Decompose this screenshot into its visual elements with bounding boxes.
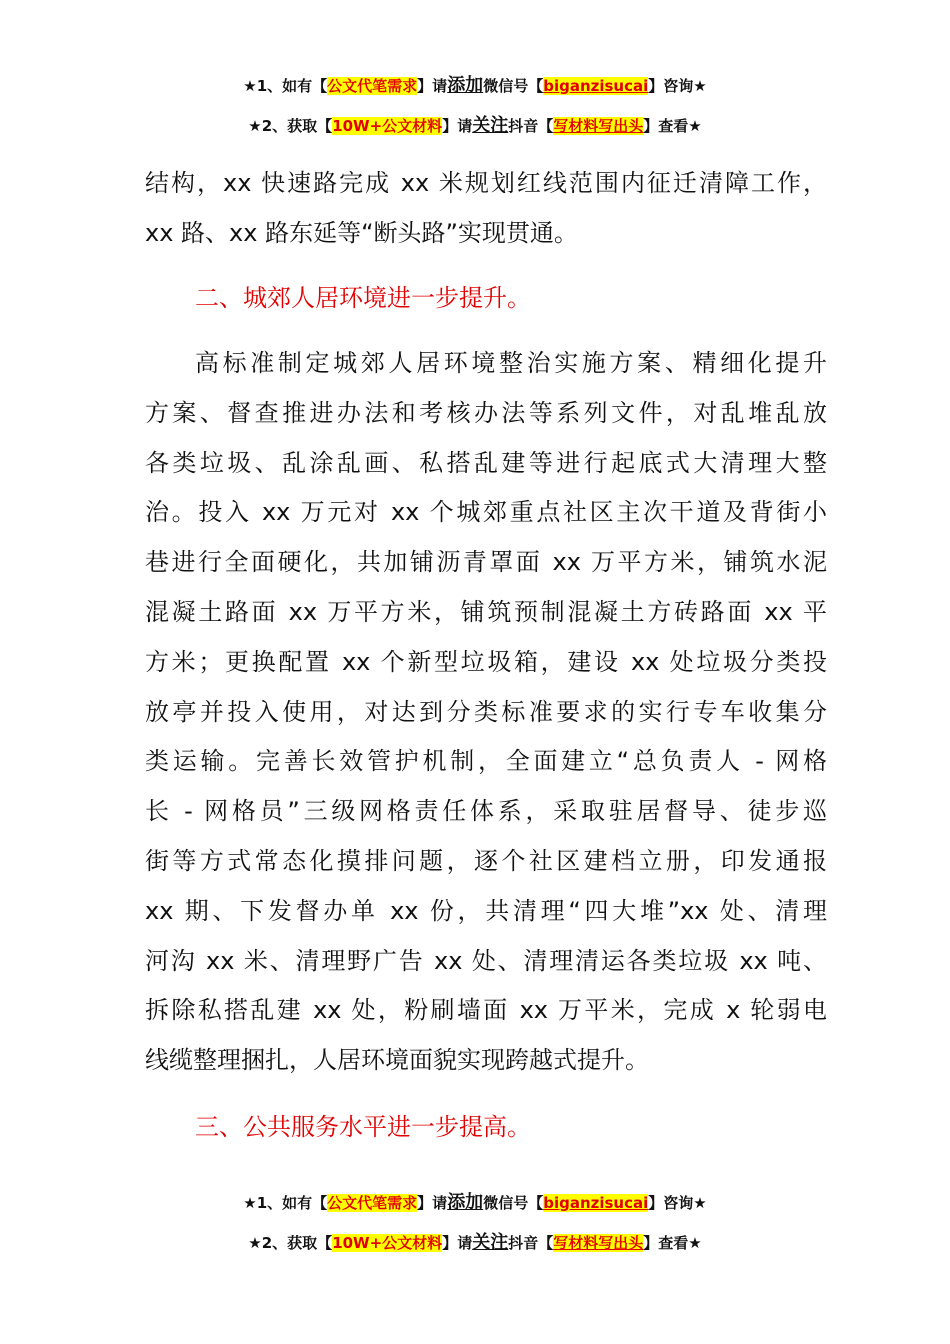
promo-segment: 微信号【 [483, 77, 544, 95]
body-text-line: 方案、督查推进办法和考核办法等系列文件，对乱堆乱放 [145, 398, 827, 427]
body-text-line: 治。投入 xx 万元对 xx 个城郊重点社区主次干道及背街小 [145, 498, 827, 527]
promo-segment: 抖音【 [508, 117, 554, 135]
promo-segment: 】查看★ [643, 117, 702, 135]
promo-segment: 10W+公文材料 [332, 117, 443, 135]
promo-segment: ★2、获取【 [248, 117, 333, 135]
header-promo-line-l1 [0, 71, 950, 97]
promo-segment: 关注 [472, 115, 509, 136]
promo-segment: 】咨询★ [648, 77, 707, 95]
promo-segment: 】查看★ [643, 1234, 702, 1252]
promo-segment: 10W+公文材料 [332, 1234, 443, 1252]
body-text-line: 高标准制定城郊人居环境整治实施方案、精细化提升 [195, 349, 827, 377]
body-text-line: 混凝土路面 xx 万平方米，铺筑预制混凝土方砖路面 xx 平 [145, 598, 827, 626]
footer-promo-line-l2 [0, 1228, 950, 1254]
promo-segment: 】请 [417, 1194, 448, 1212]
promo-segment: 写材料写出头 [553, 1234, 644, 1252]
body-text-line: 河沟 xx 米、清理野广告 xx 处、清理清运各类垃圾 xx 吨、 [145, 946, 827, 975]
promo-segment: 】请 [442, 1234, 473, 1252]
promo-segment: ★1、如有【 [243, 77, 328, 95]
promo-segment: biganzisucai [543, 1194, 649, 1212]
header-promo-line-l2 [0, 111, 950, 137]
body-text-line: xx 期、下发督办单 xx 份，共清理“四大堆”xx 处、清理 [145, 896, 827, 925]
section-heading: 二、城郊人居环境进一步提升。 [195, 284, 531, 312]
promo-segment: 公文代笔需求 [327, 1194, 418, 1212]
body-text-line: 结构，xx 快速路完成 xx 米规划红线范围内征迁清障工作， [145, 169, 827, 197]
promo-segment: 】请 [417, 77, 448, 95]
body-text-line: 各类垃圾、乱涂乱画、私搭乱建等进行起底式大清理大整 [145, 448, 827, 477]
body-text-line: 方米；更换配置 xx 个新型垃圾箱，建设 xx 处垃圾分类投 [145, 647, 827, 676]
body-text-line: 巷进行全面硬化，共加铺沥青罩面 xx 万平方米，铺筑水泥 [145, 548, 827, 577]
promo-segment: 微信号【 [483, 1194, 544, 1212]
promo-segment: ★2、获取【 [248, 1234, 333, 1252]
promo-segment: 抖音【 [508, 1234, 554, 1252]
promo-segment: 关注 [472, 1232, 509, 1253]
promo-segment: ★1、如有【 [243, 1194, 328, 1212]
promo-segment: 】咨询★ [648, 1194, 707, 1212]
promo-segment: biganzisucai [543, 77, 649, 95]
body-text-line: 拆除私搭乱建 xx 处，粉刷墙面 xx 万平米，完成 x 轮弱电 [145, 996, 827, 1025]
body-text-line: 线缆整理捆扎，人居环境面貌实现跨越式提升。 [145, 1046, 649, 1075]
section-heading: 三、公共服务水平进一步提高。 [195, 1113, 531, 1141]
promo-segment: 写材料写出头 [553, 117, 644, 135]
body-text-line: 长 - 网格员”三级网格责任体系，采取驻居督导、徒步巡 [145, 797, 827, 826]
body-text-line: 放亭并投入使用，对达到分类标准要求的实行专车收集分 [145, 697, 827, 726]
promo-segment: 公文代笔需求 [327, 77, 418, 95]
body-text-line: 类运输。完善长效管护机制，全面建立“总负责人 - 网格 [145, 747, 827, 776]
footer-promo-line-l1 [0, 1188, 950, 1214]
body-text-line: xx 路、xx 路东延等“断头路”实现贯通。 [145, 219, 578, 247]
promo-segment: 添加 [447, 75, 484, 96]
promo-segment: 添加 [447, 1192, 484, 1213]
promo-segment: 】请 [442, 117, 473, 135]
body-text-line: 街等方式常态化摸排问题，逐个社区建档立册，印发通报 [145, 847, 827, 875]
